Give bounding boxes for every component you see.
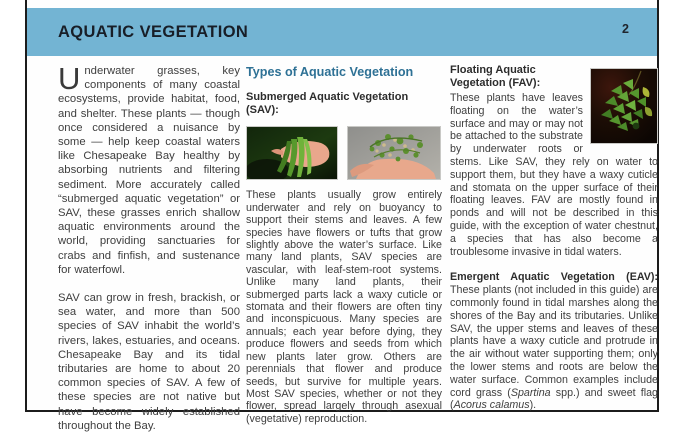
eav-species-italic-1: Spartina (510, 386, 551, 399)
intro-paragraph-2: SAV can grow in fresh, brackish, or sea water, and more than 500 species of SAV inhabit the world’s rivers, lakes, estuaries, and oceans. Chesapeake Bay and its tidal tributaries are home to about 20 common species of SAV. A few of these species are not native but have become widely established throughout the Bay. (58, 292, 240, 432)
sav-column (246, 64, 442, 439)
intro-column (58, 61, 240, 447)
page-number: 2 (622, 22, 629, 36)
eav-species-italic-2: Acorus calamus (453, 399, 530, 412)
fav-eav-column (450, 64, 658, 426)
fav-body-text: These plants have leaves floating on the water’s surface and may or may not be attached to the substrate by underwater roots or stems. Like SAV, they rely on water to support them, but they have a waxy cuticle and stomata on the upper surface of their floating leaves. FAV are mostly found in ponds and will not be described in this guide, with the exception of water chestnut, a species that has also become a troublesome invasive in tidal waters. (450, 92, 658, 258)
sav-photo-clump (347, 126, 441, 180)
eav-body-part-2: spp.) and sweet flag ( (450, 386, 658, 412)
types-section-heading: Types of Aquatic Vegetation (246, 65, 414, 79)
eav-block (450, 271, 658, 412)
fav-subheading: Floating Aquatic Vegetation (FAV): (450, 64, 541, 89)
eav-subheading: Emergent Aquatic Vegetation (EAV): (450, 271, 658, 284)
fav-photo-wrap (590, 68, 658, 144)
eav-body-part-1: These plants (not included in this guide) are commonly found in tidal marshes along the shores of the Bay and its tributaries. Unlike SAV, the upper stems and leaves of these plants have a waxy cuticle and protrude in the air without water supporting them; only the lower stems and roots are below the water surface. Common examples include cord grass ( (450, 284, 658, 399)
eav-body-part-3: ). (529, 399, 537, 412)
fav-block (450, 64, 658, 258)
sav-photo-eelgrass (246, 126, 338, 180)
dropcap-letter: U (58, 61, 81, 96)
sav-body-text: These plants usually grow entirely underwater and rely on buoyancy to support their stems and leaves. A few species have flowers or tufts that grow slightly above the water’s surface. Like many land plants, SAV species are vascular, with leaf-stem-root systems. Unlike many land plants, their submerged parts lack a waxy cuticle or stomata and their flowers are often tiny and inconspicuous. Many species are annuals; each year before dying, they produce flowers and seeds from which new plants later grow. Others are perennials that flower and produce seeds, but survive for multiple years. Most SAV species, whether or not they flower, spread largely through asexual (vegetative) reproduction. (246, 189, 442, 425)
booklet-page (25, 0, 659, 432)
sav-subheading: Submerged Aquatic Vegetation (SAV): (246, 91, 409, 117)
sav-photo-row (246, 126, 442, 180)
intro-paragraph-1-text: nderwater grasses, key components of many coastal ecosystems, provide habitat, food, and shelter. These plants — though once considered a nuisance by some — help keep coastal waters like Chesapeake Bay healthy by absorbing nutrients and filtering sediment. More accurately called “submerged aquatic vegetation” or SAV, these grasses enrich shallow aquatic environments around the world, providing sanctuaries for crabs and finfish, and sustenance for waterfowl. (58, 65, 240, 276)
intro-paragraph-1 (58, 61, 240, 277)
page-title: AQUATIC VEGETATION (58, 22, 249, 41)
fav-photo-rosette (590, 68, 658, 144)
header-band (27, 8, 657, 56)
